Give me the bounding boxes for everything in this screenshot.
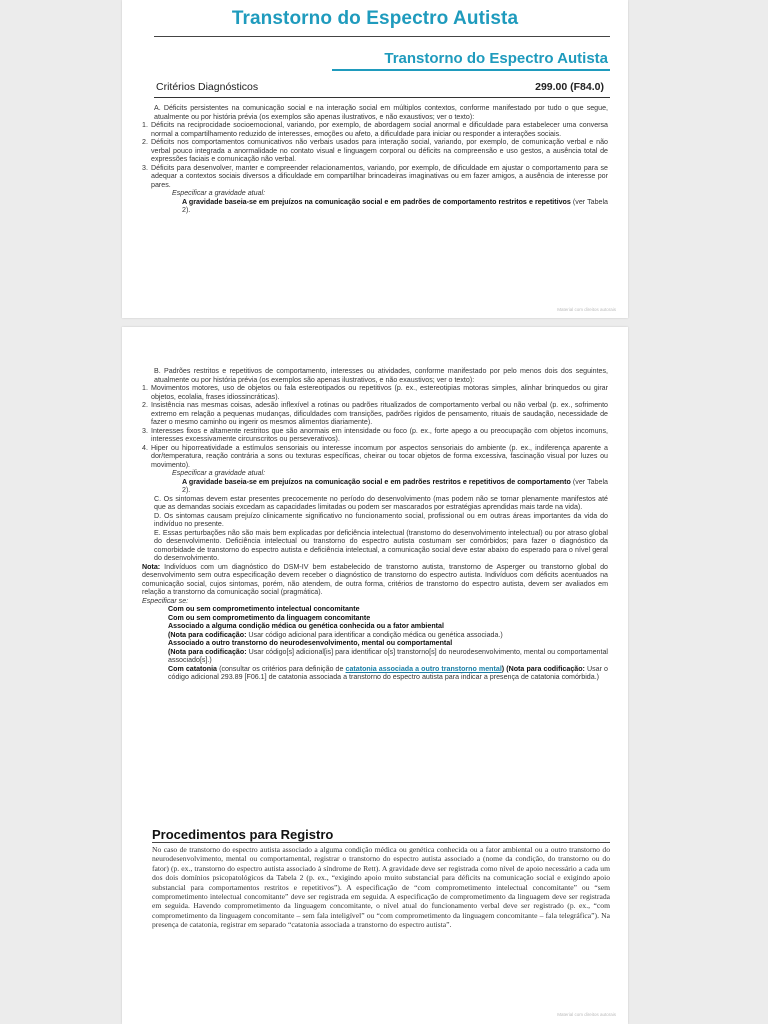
criteria-a-block [142, 104, 608, 215]
item-text: Déficits na reciprocidade socioemocional, variando, por exemplo, de abordagem social anormal e dificuldade para estabelecer uma conversa normal a compartilhamento reduzido de interesses, emoções ou afeto, a dificuldade para iniciar ou responder a interações sociais. [151, 121, 608, 138]
item-text: Movimentos motores, uso de objetos ou fala estereotipados ou repetitivos (p. ex., estereotipias motoras simples, alinhar brinquedos ou girar objetos, ecolalia, frases idiossincráticas). [151, 384, 608, 401]
item-text: Hiper ou hiporreatividade a estímulos sensoriais ou interesse incomum por aspectos sensoriais do ambiente (p. ex., indiferença aparente a dor/temperatura, reação contrária a sons ou texturas específicas, cheirar ou tocar objetos de forma excessiva, fascinação visual por luzes ou movimento). [151, 443, 608, 469]
criteria-header [156, 81, 604, 93]
section-title-underline [332, 69, 610, 71]
recording-procedures-heading: Procedimentos para Registro [152, 827, 334, 842]
copyright-watermark: Material com direitos autorais [557, 1012, 616, 1017]
criteria-b-block [142, 367, 608, 682]
coding-note [168, 648, 608, 665]
criteria-label: Critérios Diagnósticos [156, 81, 259, 93]
criteria-code: 299.00 (F84.0) [535, 81, 604, 93]
item-text: Déficits para desenvolver, manter e compreender relacionamentos, variando, por exemplo, de dificuldade em ajustar o comportamento para se adequar a contextos sociais diversos a dificuldade em compartilhar brincadeiras imaginativas ou em fazer amigos, a ausência de interesse por pares. [151, 163, 608, 189]
item-number: 4. [142, 443, 148, 452]
recording-procedures-text: No caso de transtorno do espectro autista associado a alguma condição médica ou genética conhecida ou a fator ambiental ou a outro transtorno do neurodesenvolvimento, mental ou comportamental, registrar o transtorno do espectro autista associado a (nome da condição, do transtorno ou do fator) (p. ex., transtorno do espectro autista associado à síndrome de Rett). A gravidade deve ser registrada como nível de apoio necessário a cada um dos dois domínios psicopatológicos da Tabela 2 (p. ex., “exigindo apoio muito substancial para déficits na comunicação social e exigindo apoio substancial para comportamentos restritos e repetitivos”). A especificação de “com comprometimento intelectual concomitante” ou “sem comprometimento intelectual concomitante” deve ser registrada em seguida. A especificação de comprometimento da linguagem deve ser registrada em seguida. Havendo comprometimento da linguagem concomitante, o nível atual do funcionamento verbal deve ser registrado (p. ex., “com comprometimento da linguagem concomitante – sem fala inteligível” ou “com comprometimento da linguagem concomitante – fala telegráfica”). Na presença de catatonia, registrar em separado “catatonia associada a transtorno do espectro autista”. [152, 845, 610, 930]
list-item [142, 444, 608, 470]
specifier-language: Com ou sem comprometimento da linguagem concomitante [168, 613, 371, 622]
specify-if-label: Especificar se: [142, 596, 189, 605]
specifier-neurodevelopmental: Associado a outro transtorno do neurodesenvolvimento, mental ou comportamental [168, 639, 453, 647]
specifier-catatonia [168, 665, 608, 682]
copyright-watermark: Material com direitos autorais [557, 307, 616, 312]
list-item [142, 427, 608, 444]
dsm-note [142, 563, 608, 597]
note-label: Nota: [142, 562, 161, 571]
catatonia-text: (consultar os critérios para definição de [217, 664, 346, 673]
severity-tail-text: (ver Tabela 2). [182, 477, 608, 494]
catatonia-label: Com catatonia [168, 664, 217, 673]
severity-bold-text: A gravidade baseia-se em prejuízos na comunicação social e em padrões de comportamento restritos e repetitivos [182, 197, 571, 206]
criteria-divider [154, 97, 610, 98]
title-divider [154, 36, 610, 37]
severity-tail-text: (ver Tabela 2). [182, 197, 608, 214]
document-main-title: Transtorno do Espectro Autista [231, 8, 519, 29]
specifier-intellectual: Com ou sem comprometimento intelectual concomitante [168, 605, 360, 613]
coding-note-label: (Nota para codificação: [168, 630, 247, 639]
item-text: Insistência nas mesmas coisas, adesão inflexível a rotinas ou padrões ritualizados de comportamento verbal ou não verbal (p. ex., sofrimento extremo em relação a pequenas mudanças, dificuldades com transições, padrões rígidos de pensamento, rituais de saudação, necessidade de fazer o mesmo caminho ou ingerir os mesmos alimentos diariamente). [151, 401, 608, 426]
coding-note-text: Usar código adicional para identificar a condição médica ou genética associada.) [246, 630, 503, 639]
list-item [142, 138, 608, 164]
item-text: Déficits nos comportamentos comunicativos não verbais usados para interação social, variando, por exemplo, de comunicação verbal e não verbal pouco integrada a anormalidade no contato visual e linguagem corporal ou déficits na compreensão e uso gestos, a ausência total de expressões faciais e comunicação não verbal. [151, 138, 608, 163]
list-item [142, 384, 608, 401]
criterion-d: D. Os sintomas causam prejuízo clinicamente significativo no funcionamento social, profissional ou em outras áreas importantes da vida do indivíduo no presente. [154, 511, 608, 528]
coding-note-label: ) (Nota para codificação: [501, 664, 585, 673]
specify-severity-label: Especificar a gravidade atual: [172, 469, 266, 477]
page-1 [122, 0, 628, 318]
coding-note [168, 631, 608, 640]
heading-divider [152, 842, 610, 843]
criterion-b-intro: B. Padrões restritos e repetitivos de comportamento, interesses ou atividades, conforme manifestado por pelo menos dois dos seguintes, atualmente ou por história prévia (os exemplos são apenas ilustrativos, e não exaustivos; ver o texto): [154, 367, 608, 384]
criterion-c: C. Os sintomas devem estar presentes precocemente no período do desenvolvimento (mas podem não se tornar plenamente manifestos até que as demandas sociais excedam as capacidades limitadas ou podem ser mascarados por estratégias aprendidas mais tarde na vida). [154, 494, 608, 511]
list-item [142, 401, 608, 427]
severity-note [142, 478, 608, 495]
severity-note [142, 198, 608, 215]
section-title: Transtorno do Espectro Autista [384, 50, 608, 67]
item-number: 3. [142, 163, 148, 172]
catatonia-coding-text: Usar o código adicional 293.89 [F06.1] de catatonia associada a transtorno do espectro autista para indicar a presença de catatonia comórbida.) [168, 664, 608, 681]
criterion-a-intro: A. Déficits persistentes na comunicação social e na interação social em múltiplos contextos, conforme manifestado por tudo o que segue, atualmente ou por história prévia (os exemplos são apenas ilustrativos, e não exaustivos; ver o texto): [154, 104, 608, 121]
coding-note-label: (Nota para codificação: [168, 647, 247, 656]
item-number: 3. [142, 426, 148, 435]
item-number: 2. [142, 401, 148, 409]
item-number: 1. [142, 384, 148, 392]
item-number: 1. [142, 121, 148, 129]
note-text: Indivíduos com um diagnóstico do DSM-IV bem estabelecido de transtorno autista, transtorno de Asperger ou transtorno global do desenvolvimento sem outra especificação devem receber o diagnóstico de transtorno do espectro autista. Indivíduos com déficits acentuados na comunicação social, cujos sintomas, porém, não atendem, de outra forma, critérios de transtorno do espectro autista, devem ser avaliados em relação a transtorno da comunicação social (pragmática). [142, 562, 608, 596]
specify-severity-label: Especificar a gravidade atual: [172, 189, 266, 197]
page-2 [122, 327, 628, 1024]
item-text: Interesses fixos e altamente restritos que são anormais em intensidade ou foco (p. ex., forte apego a ou preocupação com objetos incomuns, interesses excessivamente circunscritos ou perseverativos). [151, 426, 608, 443]
severity-bold-text: A gravidade baseia-se em prejuízos na comunicação social e em padrões restritos e repetitivos de comportamento [182, 477, 571, 486]
criterion-e: E. Essas perturbações não são mais bem explicadas por deficiência intelectual (transtorno do desenvolvimento intelectual) ou por atraso global do desenvolvimento. Deficiência intelectual ou transtorno do espectro autista costumam ser comórbidos; para fazer o diagnóstico da comorbidade de transtorno do espectro autista e deficiência intelectual, a comunicação social deve estar abaixo do esperado para o nível geral do desenvolvimento. [154, 528, 608, 562]
list-item [142, 164, 608, 190]
list-item [142, 121, 608, 138]
coding-note-text: Usar código[s] adicional[is] para identificar o[s] transtorno[s] do neurodesenvolvimento, mental ou comportamental associado[s].) [168, 647, 608, 664]
specifier-medical-condition: Associado a alguma condição médica ou genética conhecida ou a fator ambiental [168, 622, 444, 630]
catatonia-link[interactable]: catatonia associada a outro transtorno mental [345, 664, 502, 673]
specifier-list [142, 605, 608, 682]
item-number: 2. [142, 138, 148, 146]
